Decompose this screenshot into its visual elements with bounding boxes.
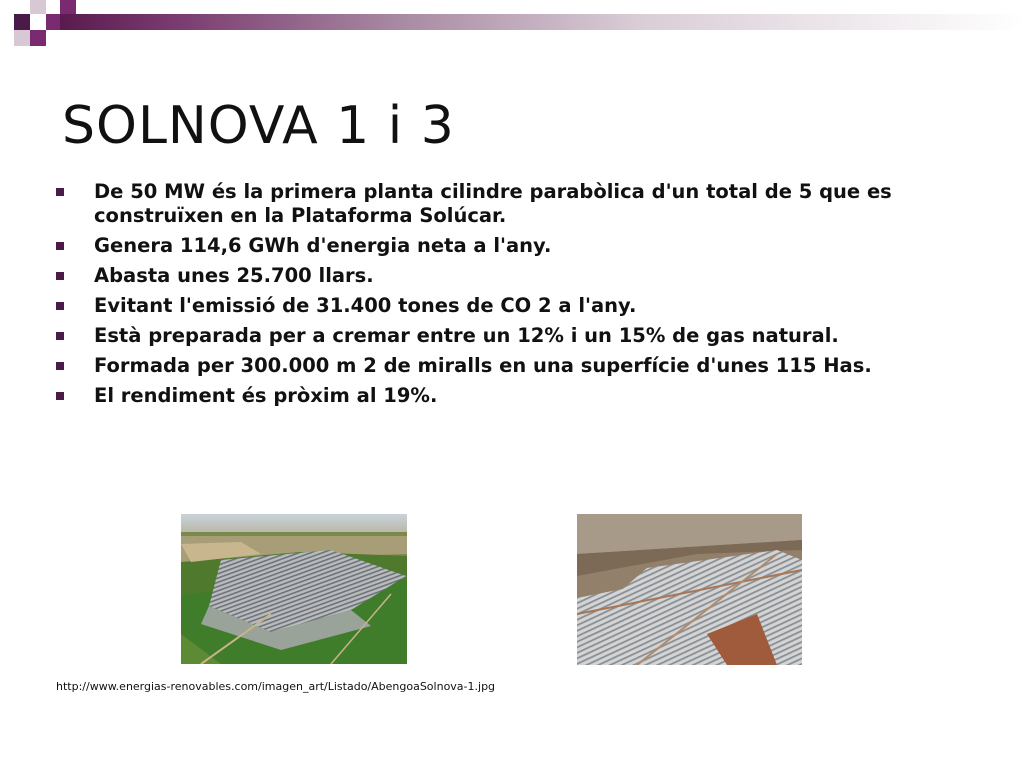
slide-title: SOLNOVA 1 i 3 bbox=[62, 96, 455, 156]
bullet-item bbox=[56, 234, 956, 258]
bullet-square-icon bbox=[56, 272, 64, 280]
bullet-text: Genera 114,6 GWh d'energia neta a l'any. bbox=[94, 234, 552, 257]
bullet-item bbox=[56, 384, 956, 408]
bullet-square-icon bbox=[56, 188, 64, 196]
header-square bbox=[30, 0, 46, 14]
bullet-item bbox=[56, 324, 956, 348]
header-square bbox=[60, 0, 76, 14]
bullet-item bbox=[56, 294, 956, 318]
bullet-item bbox=[56, 354, 956, 378]
header-decoration bbox=[0, 0, 1024, 48]
image-source-url: http://www.energias-renovables.com/imagen_art/Listado/AbengoaSolnova-1.jpg bbox=[56, 680, 496, 693]
bullet-square-icon bbox=[56, 302, 64, 310]
bullet-square-icon bbox=[56, 332, 64, 340]
bullet-item bbox=[56, 180, 956, 228]
header-square bbox=[30, 30, 46, 46]
bullet-item bbox=[56, 264, 956, 288]
bullet-square-icon bbox=[56, 242, 64, 250]
header-square bbox=[46, 14, 60, 30]
header-square bbox=[14, 30, 30, 46]
header-gradient-bar bbox=[60, 14, 1024, 30]
aerial-photo-solar-plant-1 bbox=[181, 514, 407, 664]
bullet-text: Està preparada per a cremar entre un 12% i un 15% de gas natural. bbox=[94, 324, 839, 347]
bullet-square-icon bbox=[56, 362, 64, 370]
aerial-photo-2-graphic bbox=[577, 514, 802, 665]
header-square bbox=[14, 14, 30, 30]
bullet-text: Formada per 300.000 m 2 de miralls en una superfície d'unes 115 Has. bbox=[94, 354, 872, 377]
aerial-photo-1-graphic bbox=[181, 514, 407, 664]
bullet-list bbox=[56, 180, 956, 414]
bullet-text: De 50 MW és la primera planta cilindre parabòlica d'un total de 5 que es construïxen en la Plataforma Solúcar. bbox=[94, 180, 892, 227]
bullet-square-icon bbox=[56, 392, 64, 400]
aerial-photo-solar-plant-2 bbox=[577, 514, 802, 665]
bullet-text: Evitant l'emissió de 31.400 tones de CO 2 a l'any. bbox=[94, 294, 637, 317]
bullet-text: Abasta unes 25.700 llars. bbox=[94, 264, 374, 287]
bullet-text: El rendiment és pròxim al 19%. bbox=[94, 384, 438, 407]
